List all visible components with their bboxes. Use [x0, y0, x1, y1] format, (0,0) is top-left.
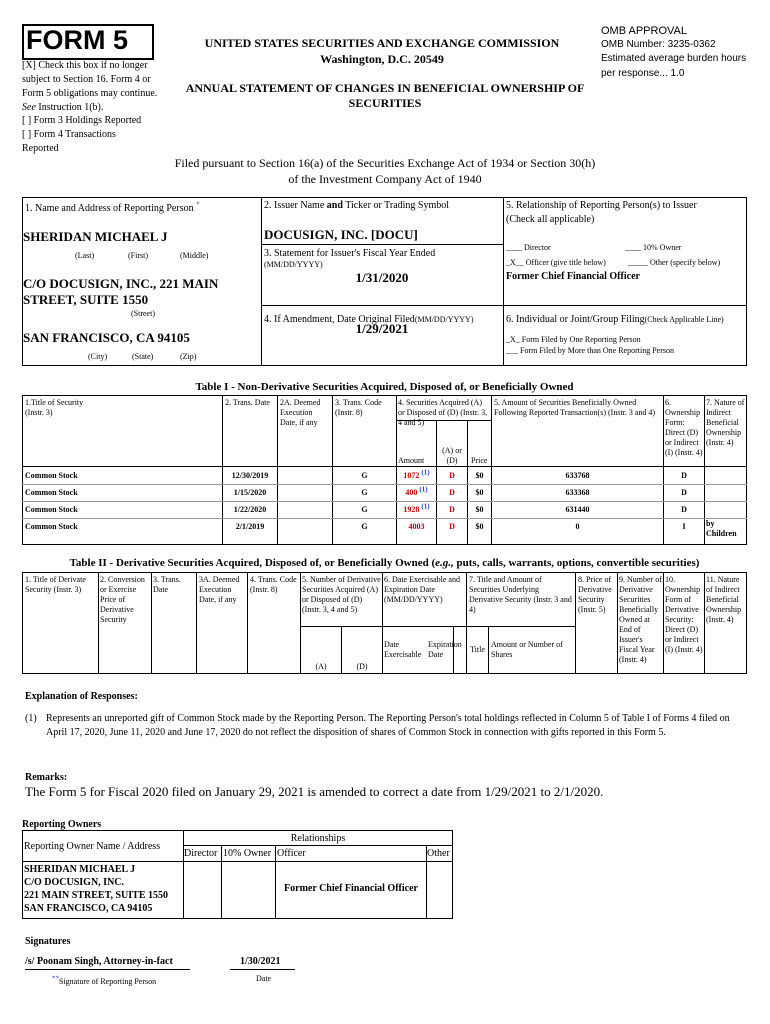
footnote-link[interactable]: (1)	[421, 502, 430, 511]
divider	[466, 572, 467, 673]
t2-h6-ex: Date Exercisable	[384, 640, 422, 659]
t2-h10: 10. Ownership Form of Derivative Security: Direct (D) or Indirect (I) (Instr. 4)	[665, 575, 703, 654]
t1-cell-ad: D	[449, 488, 455, 497]
t2-h6: 6. Date Exercisable and Expiration Date (MM/DD/YYYY)	[384, 575, 460, 604]
footnote-text: Represents an unreported gift of Common Stock made by the Reporting Person. The Reporting Person's total holdings reflected in Column 5 of Table I of Forms 4 filed on April 17, 2020, June 11, 2020 and June 17, 2020 do not reflect the disposition of shares of Common Stock in connection with gifts reported in this Form 5.	[46, 713, 730, 738]
explanation-heading: Explanation of Responses:	[25, 691, 138, 702]
omb-number: OMB Number: 3235-0362	[601, 39, 716, 50]
owners-col-name: Reporting Owner Name / Address	[24, 841, 161, 852]
t1-cell-date: 1/22/2020	[233, 505, 267, 514]
divider	[22, 395, 747, 396]
t2-h7: 7. Title and Amount of Securities Underlying Derivative Security (Instr. 3 and 4)	[469, 575, 572, 614]
t2-h1: 1. Title of Derivate Security (Instr. 3)	[25, 575, 86, 594]
divider	[746, 395, 747, 544]
fiscal-year-end: 1/31/2020	[355, 270, 409, 285]
owners-other: Other	[427, 848, 450, 859]
t1-cell-code: G	[361, 488, 368, 497]
divider	[452, 830, 453, 918]
t1-h6: 6. Ownership Form: Direct (D) or Indirect (I) (Instr. 4)	[665, 398, 703, 457]
label-street: (Street)	[131, 309, 155, 318]
box5-label: 5. Relationship of Reporting Person(s) to Issuer	[506, 200, 697, 211]
t1-cell-amount: 400 $^{(1)}$	[405, 485, 428, 497]
t1-cell-date: 2/1/2019	[235, 522, 265, 531]
t2-h6-exp: Expiration Date	[428, 640, 462, 659]
t1-cell-form: D	[681, 471, 687, 480]
t1-h2: 2. Trans. Date	[225, 398, 270, 407]
t2-h5-d: (D)	[356, 662, 368, 671]
label-middle: (Middle)	[180, 251, 209, 260]
t1-cell-price: $0	[475, 488, 484, 497]
t1-cell-form: D	[681, 505, 687, 514]
owners-relationships: Relationships	[290, 833, 346, 844]
t2-h3: 3. Trans. Date	[153, 575, 181, 594]
t1-cell-ad: D	[449, 522, 455, 531]
divider	[22, 572, 23, 673]
divider	[261, 305, 747, 306]
divider	[22, 830, 23, 918]
box3-label: 3. Statement for Issuer's Fiscal Year Ended	[264, 248, 436, 259]
transactions-reported: [ ] Form 4 Transactions Reported	[22, 129, 116, 154]
t2-h7-amount: Amount or Number of Shares	[491, 640, 563, 659]
officer-title: Former Chief Financial Officer	[506, 271, 640, 282]
divider	[22, 197, 747, 198]
divider	[277, 395, 278, 544]
t1-h4-ad: (A) or (D)	[442, 446, 462, 465]
t1-h4: 4. Securities Acquired (A) or Disposed of (D) (Instr. 3, 4 and 5)	[398, 398, 488, 427]
date-label: Date	[256, 974, 272, 983]
owners-heading: Reporting Owners	[22, 819, 102, 830]
signature-date: 1/30/2021	[240, 956, 281, 967]
original-filed-date: 1/29/2021	[355, 321, 409, 336]
t2-h8: 8. Price of Derivative Security (Instr. 5)	[578, 575, 612, 614]
divider	[22, 673, 747, 674]
t2-h3a: 3A. Deemed Execution Date, if any	[199, 575, 240, 604]
t1-cell-code: G	[361, 471, 368, 480]
table2-title: Table II - Derivative Securities Acquired, Disposed of, or Beneficially Owned (e.g., puts, calls, warrants, options, convertible securities)	[69, 557, 700, 569]
other-checkbox: _____ Other (specify below)	[628, 258, 721, 267]
form-title: FORM 5	[26, 25, 129, 55]
divider	[151, 572, 152, 673]
divider	[704, 572, 705, 673]
remarks-heading: Remarks:	[25, 772, 68, 783]
t2-h9: 9. Number of Derivative Securities Beneficially Owned at End of Issuer's Fiscal Year (Instr. 4)	[619, 575, 662, 664]
owners-director: Director	[184, 848, 218, 859]
signatures-heading: Signatures	[25, 936, 71, 947]
remarks-text: The Form 5 for Fiscal 2020 filed on January 29, 2021 is amended to correct a date from 1/29/2021 to 2/1/2020.	[25, 784, 604, 799]
officer-checkbox: _X__ Officer (give title below)	[506, 258, 606, 267]
owner-name-line: C/O DOCUSIGN, INC.	[24, 877, 125, 888]
divider	[22, 544, 747, 545]
t1-cell-owned: 633768	[565, 471, 590, 480]
t1-cell-amount: 4003	[408, 522, 425, 531]
filed-by-one: _X_ Form Filed by One Reporting Person	[506, 335, 641, 344]
t1-cell-owned: 631440	[565, 505, 590, 514]
t1-cell-code: G	[361, 505, 368, 514]
signature-label: **Signature of Reporting Person	[52, 974, 157, 986]
divider	[196, 572, 197, 673]
divider	[247, 572, 248, 673]
divider	[22, 518, 747, 519]
owners-officer: Officer	[277, 848, 306, 859]
t2-h5-a: (A)	[315, 662, 327, 671]
divider	[22, 830, 453, 831]
reporting-person-city: SAN FRANCISCO, CA 94105	[23, 330, 190, 345]
reporting-person-name: SHERIDAN MICHAEL J	[23, 229, 168, 244]
divider	[22, 365, 747, 366]
t1-h7: 7. Nature of Indirect Beneficial Ownership (Instr. 4)	[706, 398, 745, 447]
t2-h7-title: Title	[470, 645, 485, 654]
t2-h5: 5. Number of Derivative Securities Acquired (A) or Disposed of (D) (Instr. 3, 4 and 5)	[302, 575, 381, 614]
t2-h11: 11. Nature of Indirect Beneficial Ownership (Instr. 4)	[706, 575, 742, 624]
t1-cell-price: $0	[475, 522, 484, 531]
divider	[22, 572, 747, 573]
t1-cell-title: Common Stock	[25, 471, 78, 480]
divider	[98, 572, 99, 673]
t1-cell-price: $0	[475, 505, 484, 514]
t1-cell-ad: D	[449, 505, 455, 514]
t1-h5: 5. Amount of Securities Beneficially Owned Following Reported Transaction(s) (Instr. 3 and 4)	[494, 398, 656, 417]
t1-cell-owned: 633368	[565, 488, 590, 497]
t1-cell-amount: 1928 $^{(1)}$	[403, 502, 430, 514]
t1-h3: 3. Trans. Code (Instr. 8)	[335, 398, 382, 417]
divider	[382, 572, 383, 673]
owner-name-line: 221 MAIN STREET, SUITE 1550	[24, 890, 169, 901]
owners-ten-pct: 10% Owner	[223, 848, 272, 859]
divider	[22, 484, 747, 485]
owner-name-line: SHERIDAN MICHAEL J	[24, 864, 136, 875]
t1-cell-owned: 0	[575, 522, 580, 531]
t1-cell-title: Common Stock	[25, 505, 78, 514]
t1-cell-code: G	[361, 522, 368, 531]
divider	[746, 572, 747, 673]
director-checkbox: ____ Director	[506, 243, 551, 252]
reporting-person-street: C/O DOCUSIGN, INC., 221 MAIN STREET, SUITE 1550	[23, 276, 219, 307]
divider	[663, 572, 664, 673]
t1-cell-price: $0	[475, 471, 484, 480]
divider	[22, 861, 453, 862]
divider	[221, 845, 222, 918]
label-first: (First)	[128, 251, 148, 260]
divider	[300, 572, 301, 673]
owner-officer-value: Former Chief Financial Officer	[284, 883, 418, 894]
t1-h2a: 2A. Deemed Execution Date, if any	[280, 398, 321, 427]
divider	[22, 466, 747, 467]
issuer-name: DOCUSIGN, INC. [DOCU]	[264, 227, 418, 242]
footnote-number: (1)	[25, 713, 37, 724]
t1-cell-ad: D	[449, 471, 455, 480]
label-zip: (Zip)	[180, 352, 197, 361]
burden-hours: Estimated average burden hours per response... 1.0	[601, 53, 747, 79]
box5-sub: (Check all applicable)	[506, 214, 595, 225]
filed-by-more: ___ Form Filed by More than One Reporting Person	[506, 346, 674, 355]
box6-label: 6. Individual or Joint/Group Filing(Check Applicable Line)	[506, 314, 724, 325]
divider	[503, 197, 504, 365]
filed-pursuant: Filed pursuant to Section 16(a) of the Securities Exchange Act of 1934 or Section 30(h) of the Investment Company Act of 1940	[174, 156, 596, 186]
signer: /s/ Poonam Singh, Attorney-in-fact	[25, 956, 173, 967]
ten-pct-checkbox: ____ 10% Owner	[625, 243, 682, 252]
box1-label: 1. Name and Address of Reporting Person *	[25, 200, 200, 214]
agency-city: Washington, D.C. 20549	[320, 52, 444, 66]
box2-label: 2. Issuer Name and Ticker or Trading Symbol	[264, 200, 450, 211]
label-city: (City)	[88, 352, 108, 361]
footnote-link[interactable]: (1)	[421, 468, 430, 477]
t1-cell-form: I	[682, 522, 686, 531]
t1-cell-form: D	[681, 488, 687, 497]
t1-cell-nature: by Children	[706, 519, 737, 538]
divider	[22, 501, 747, 502]
agency-name: UNITED STATES SECURITIES AND EXCHANGE COMMISSION	[204, 36, 560, 50]
divider	[261, 244, 503, 245]
checkbox-text: [X] Check this box if no longer subject to Section 16. Form 4 or Form 5 obligations may continue. See Instruction 1(b).	[22, 60, 158, 113]
box3-format: (MM/DD/YYYY)	[264, 260, 323, 269]
divider	[183, 845, 453, 846]
divider	[22, 395, 23, 544]
t1-cell-amount: 1072 $^{(1)}$	[403, 468, 430, 480]
t2-h2: 2. Conversion or Exercise Price of Derivative Security	[100, 575, 145, 624]
t1-cell-title: Common Stock	[25, 522, 78, 531]
divider	[746, 197, 747, 365]
t1-h4-amount: Amount	[398, 456, 425, 465]
t2-h4: 4. Trans. Code (Instr. 8)	[250, 575, 297, 594]
date-line	[230, 969, 295, 970]
signature-line	[25, 969, 190, 970]
divider	[22, 918, 453, 919]
box4-label: 4. If Amendment, Date Original Filed(MM/DD/YYYY)	[264, 314, 474, 325]
statement-title: ANNUAL STATEMENT OF CHANGES IN BENEFICIAL OWNERSHIP OF SECURITIES	[185, 81, 585, 110]
divider	[575, 572, 576, 673]
omb-approval: OMB APPROVAL	[601, 25, 687, 37]
holdings-reported: [ ] Form 3 Holdings Reported	[22, 115, 142, 126]
t1-h4-price: Price	[471, 456, 488, 465]
footnote-link[interactable]: (1)	[419, 485, 428, 494]
divider	[488, 626, 489, 673]
label-state: (State)	[132, 352, 154, 361]
t1-cell-title: Common Stock	[25, 488, 78, 497]
t1-cell-date: 12/30/2019	[231, 471, 269, 480]
t1-h1: 1.Title of Security (Instr. 3)	[25, 398, 84, 417]
t1-cell-date: 1/15/2020	[233, 488, 267, 497]
divider	[617, 572, 618, 673]
label-last: (Last)	[75, 251, 95, 260]
table1-title: Table I - Non-Derivative Securities Acquired, Disposed of, or Beneficially Owned	[195, 381, 574, 393]
owner-name-line: SAN FRANCISCO, CA 94105	[24, 903, 153, 914]
